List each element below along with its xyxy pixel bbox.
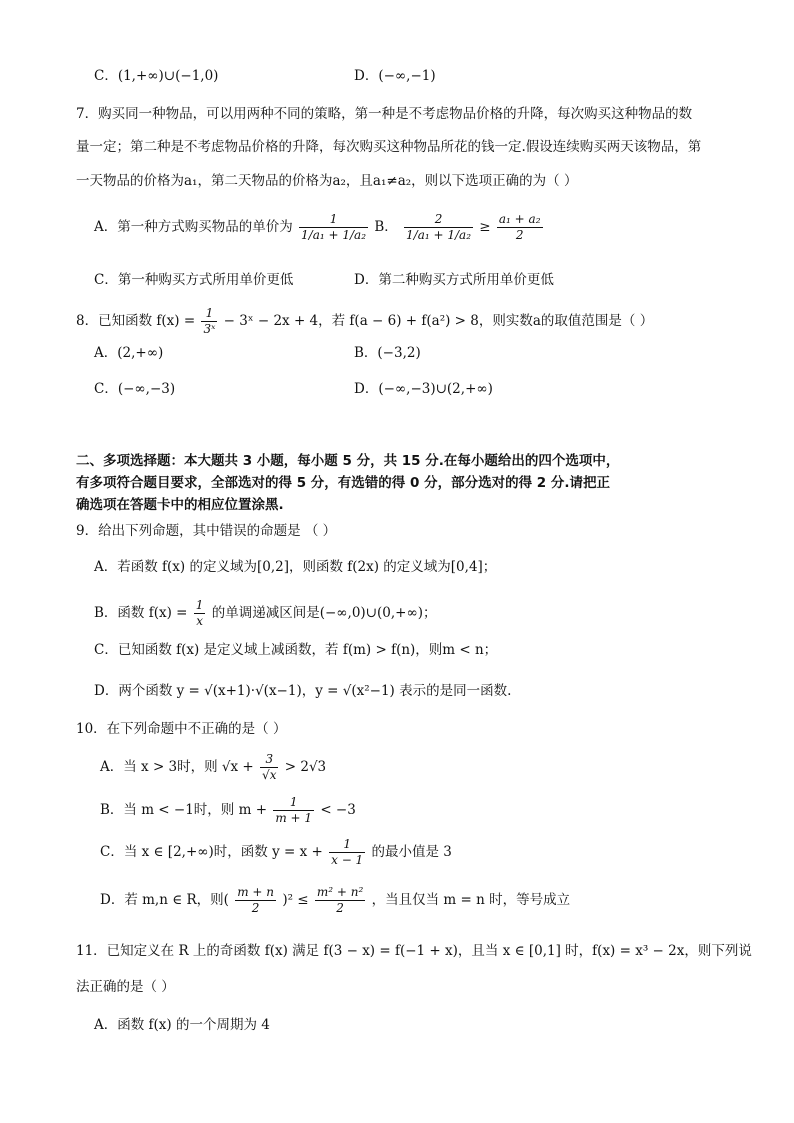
fraction-numerator: m + n	[237, 885, 275, 899]
fraction-numerator: m² + n²	[316, 885, 364, 899]
q10-option-c-part-b: 的最小值是 3	[371, 844, 452, 860]
q8-option-c: C．(−∞,−3)	[94, 381, 176, 397]
q10-option-b-part-a: B．当 m < −1时，则 m +	[100, 802, 268, 818]
q7-option-b-fraction-right	[497, 212, 543, 243]
q7-option-b-fraction-left	[404, 212, 473, 243]
fraction-denominator: 3ˣ	[203, 322, 216, 336]
fraction-denominator: 1/a₁ + 1/a₂	[406, 228, 471, 242]
q10-option-b	[100, 795, 356, 826]
q10-option-c-fraction	[329, 837, 365, 868]
q6-option-c: C．(1,+∞)∪(−1,0)	[94, 68, 219, 84]
fraction-denominator: m + 1	[275, 811, 313, 825]
q9-option-b-fraction	[194, 598, 206, 629]
q8-option-a: A．(2,+∞)	[94, 345, 164, 361]
q10-stem: 10．在下列命题中不正确的是（ ）	[76, 721, 287, 737]
fraction-denominator: 1/a₁ + 1/a₂	[301, 228, 367, 242]
q10-option-d-fraction-2	[315, 885, 365, 916]
fraction-numerator: 1	[299, 212, 368, 228]
q11-stem-line-2: 法正确的是（ ）	[76, 979, 175, 995]
q9-option-b-part-a: B．函数 f(x) =	[94, 605, 188, 621]
q9-option-c: C．已知函数 f(x) 是定义域上减函数，若 f(m) > f(n)，则m < n；	[94, 642, 498, 658]
q10-option-a	[100, 752, 326, 783]
q10-option-d	[100, 885, 570, 916]
q11-stem-line-1: 11．已知定义在 R 上的奇函数 f(x) 满足 f(3 − x) = f(−1 + x)，且当 x ∈ [0,1] 时，f(x) = x³ − 2x，则下列说	[76, 943, 752, 959]
fraction-numerator: 1	[201, 306, 217, 322]
fraction-denominator: 2	[515, 228, 524, 242]
q7-option-b-text: B．	[374, 219, 398, 235]
q10-option-a-part-b: > 2√3	[284, 759, 327, 775]
q10-option-d-part-b: )² ≤	[282, 892, 309, 908]
q7-option-c: C．第一种购买方式所用单价更低	[94, 272, 294, 288]
q6-option-d: D．(−∞,−1)	[354, 68, 436, 84]
q10-option-d-fraction-1	[235, 885, 276, 916]
q9-option-b	[94, 598, 436, 629]
q7-option-a-text: A．第一种方式购买物品的单价为	[94, 219, 293, 235]
q10-option-a-fraction	[260, 752, 278, 783]
fraction-denominator: √x	[262, 768, 277, 782]
q8-option-b: B．(−3,2)	[354, 345, 421, 361]
q10-option-b-part-b: < −3	[320, 802, 356, 818]
section-2-heading-line-1: 二、多项选择题：本大题共 3 小题，每小题 5 分，共 15 分.在每小题给出的四个选项中，	[76, 453, 620, 469]
q7-option-b-comparator: ≥	[479, 219, 491, 235]
fraction-numerator: 1	[329, 837, 365, 853]
q8-stem	[76, 306, 653, 337]
fraction-denominator: 2	[336, 901, 344, 915]
q7-option-a-fraction	[299, 212, 368, 243]
q7-stem-line-3: 一天物品的价格为a₁，第二天物品的价格为a₂，且a₁≠a₂，则以下选项正确的为（ ）	[76, 173, 578, 189]
fraction-numerator: a₁ + a₂	[498, 212, 541, 226]
fraction-numerator: 1	[195, 598, 204, 612]
q9-option-b-part-b: 的单调递减区间是(−∞,0)∪(0,+∞)；	[211, 605, 437, 621]
section-2-heading-line-2: 有多项符合题目要求，全部选对的得 5 分，有选错的得 0 分，部分选对的得 2 分.请把正	[76, 475, 611, 491]
fraction-numerator: 3	[260, 752, 278, 768]
section-2-heading-line-3: 确选项在答题卡中的相应位置涂黑.	[76, 497, 284, 513]
fraction-denominator: x − 1	[331, 853, 364, 867]
q7-option-a	[94, 212, 545, 243]
q7-stem-line-1: 7．购买同一种物品，可以用两种不同的策略，第一种是不考虑物品价格的升降，每次购买这种物品的数	[76, 106, 693, 122]
q10-option-c-part-a: C．当 x ∈ [2,+∞)时，函数 y = x +	[100, 844, 323, 860]
q9-stem: 9．给出下列命题，其中错误的命题是 （ ）	[76, 523, 337, 539]
fraction-denominator: x	[196, 614, 203, 628]
q8-stem-part-a: 8．已知函数 f(x) =	[76, 313, 196, 329]
q10-option-d-part-a: D．若 m,n ∈ R，则(	[100, 892, 229, 908]
q8-stem-part-b: − 3ˣ − 2x + 4，若 f(a − 6) + f(a²) > 8，则实数a的取值范围是（ ）	[223, 313, 654, 329]
q8-option-d: D．(−∞,−3)∪(2,+∞)	[354, 381, 493, 397]
fraction-numerator: 1	[273, 795, 314, 811]
fraction-numerator: 2	[404, 212, 473, 228]
q7-option-d: D．第二种购买方式所用单价更低	[354, 272, 554, 288]
q9-option-a: A．若函数 f(x) 的定义域为[0,2]，则函数 f(2x) 的定义域为[0,4]；	[94, 559, 497, 575]
q10-option-b-fraction	[273, 795, 314, 826]
q7-stem-line-2: 量一定；第二种是不考虑物品价格的升降，每次购买这种物品所花的钱一定.假设连续购买两天该物品，第	[76, 139, 702, 155]
q10-option-a-part-a: A．当 x > 3时，则 √x +	[100, 759, 254, 775]
q10-option-c	[100, 837, 452, 868]
q10-option-d-part-c: ，当且仅当 m = n 时，等号成立	[371, 892, 571, 908]
q9-option-d: D．两个函数 y = √(x+1)·√(x−1)，y = √(x²−1) 表示的是同一函数.	[94, 683, 512, 699]
q11-option-a: A．函数 f(x) 的一个周期为 4	[94, 1017, 270, 1033]
fraction-denominator: 2	[251, 901, 260, 915]
q8-fraction	[201, 306, 217, 337]
